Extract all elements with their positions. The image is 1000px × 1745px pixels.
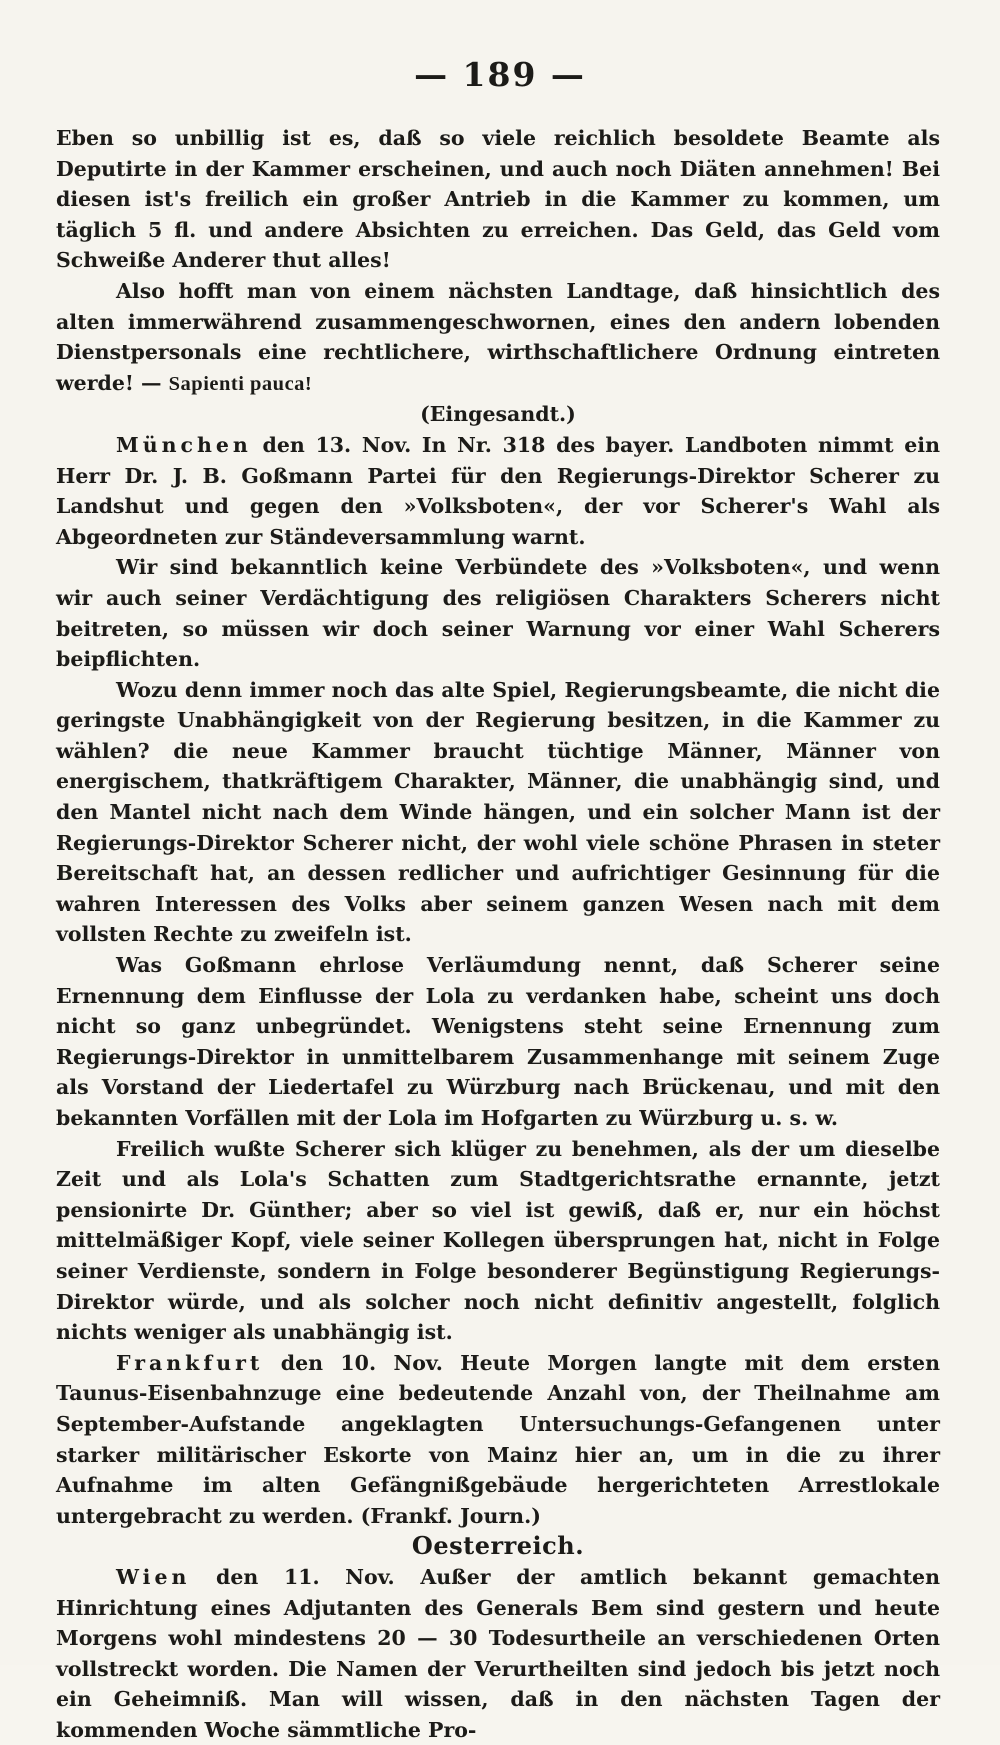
paragraph-gossmann-lola [56,950,940,1134]
paragraph-text: Eben so unbillig ist es, daß so viele reichlich besoldete Beamte als Deputirte in der Kammer erscheinen, und auch noch Diäten annehmen! Bei diesen ist's freilich ein großer Antrieb in die Kammer zu kommen, um täglich 5 fl. und andere Absichten zu erreichen. Das Geld, das Geld vom Schweiße Anderer thut alles! [56,126,940,273]
paragraph-landtag-hope [56,276,940,399]
page-number: — 189 — [414,55,586,94]
latin-phrase: Sapienti pauca! [168,372,313,395]
paragraph-text: Also hofft man von einem nächsten Landtage, daß hinsichtlich des alten immerwährend zusammengeschwornen, eines den andern lobenden Dienstpersonals eine rechtlichere, wirthschaftlichere Ordnung eintreten werde! — [56,278,940,395]
paragraph-text: Wozu denn immer noch das alte Spiel, Regierungsbeamte, die nicht die geringste Unabhängigkeit von der Regierung besitzen, in die Kammer zu wählen? die neue Kammer braucht tüchtige Männer, Männer von energischem, thatkräftigem Charakter, Männer, die unabhängig sind, und den Mantel nicht nach dem Winde hängen, und ein solcher Mann ist der Regierungs-Direktor Scherer nicht, der wohl viele schöne Phrasen in steter Bereitschaft hat, an dessen redlicher und aufrichtiger Gesinnung für die wahren Interessen des Volks aber seinem ganzen Wesen nach mit dem vollsten Rechte zu zweifeln ist. [56,677,940,947]
dateline-place: München [116,432,252,457]
paragraph-deputies-diets [56,123,940,276]
section-heading-oesterreich [56,1531,940,1562]
paragraph-old-game [56,675,940,950]
paragraph-text: den 11. Nov. Außer der amtlich bekannt gemachten Hinrichtung eines Adjutanten des Generals Bem sind gestern und heute Morgens wohl mindestens 20 — 30 Todesurtheile an verschiedenen Orten vollstreckt worden. Die Namen der Verurtheilten sind jedoch bis jetzt noch ein Geheimniß. Man will wissen, daß in den nächsten Tagen der kommenden Woche sämmtliche Pro- [56,1564,940,1742]
submitted-label: (Eingesandt.) [420,402,576,427]
paragraph-wien-dateline [56,1562,940,1745]
dateline-place: Wien [116,1564,191,1589]
submitted-note [56,399,940,430]
paragraph-text: Was Goßmann ehrlose Verläumdung nennt, daß Scherer seine Ernennung dem Einflusse der Lola zu verdanken habe, scheint uns doch nicht so ganz unbegründet. Wenigstens steht seine Ernennung zum Regierungs-Direktor in unmittelbarem Zusammenhange mit seinem Zuge als Vorstand der Liedertafel zu Würzburg nach Brückenau, und mit den bekannten Vorfällen mit der Lola im Hofgarten zu Würzburg u. s. w. [56,953,940,1130]
dateline-place: Frankfurt [116,1350,264,1375]
paragraph-volksbote [56,552,940,674]
paragraph-text: Wir sind bekanntlich keine Verbündete des »Volksboten«, und wenn wir auch seiner Verdächtigung des religiösen Charakters Scherers nicht beitreten, so müssen wir doch seiner Warnung vor einer Wahl Scherers beipflichten. [56,555,940,672]
paragraph-text: den 13. Nov. In Nr. 318 des bayer. Landboten nimmt ein Herr Dr. J. B. Goßmann Partei für den Regierungs-Direktor Scherer zu Landshut und gegen den »Volksboten«, der vor Scherer's Wahl als Abgeordneten zur Ständeversammlung warnt. [56,432,940,549]
article-body [56,123,940,1745]
section-heading-text: Oesterreich. [411,1531,585,1561]
paragraph-text: Freilich wußte Scherer sich klüger zu benehmen, als der um dieselbe Zeit und als Lola's Schatten zum Stadtgerichtsrathe ernannte, jetzt pensionirte Dr. Günther; aber so viel ist gewiß, daß er, nur ein höchst mittelmäßiger Kopf, viele seiner Kollegen übersprungen hat, nicht in Folge seiner Verdienste, sondern in Folge besonderer Begünstigung Regierungs-Direktor würde, und als solcher noch nicht definitiv angestellt, folglich nichts weniger als unabhängig ist. [56,1136,940,1345]
paragraph-frankfurt-dateline [56,1348,940,1532]
paragraph-muenchen-dateline [56,430,940,552]
paragraph-text: den 10. Nov. Heute Morgen langte mit dem ersten Taunus-Eisenbahnzuge eine bedeutende Anzahl von, der Theilnahme am September-Aufstande angeklagten Untersuchungs-Gefangenen unter starker militärischer Eskorte von Mainz hier an, um in die zu ihrer Aufnahme im alten Gefängnißgebäude hergerichteten Arrestlokale untergebracht zu werden. (Frankf. Journ.) [56,1350,940,1528]
paragraph-scherer-career [56,1134,940,1348]
